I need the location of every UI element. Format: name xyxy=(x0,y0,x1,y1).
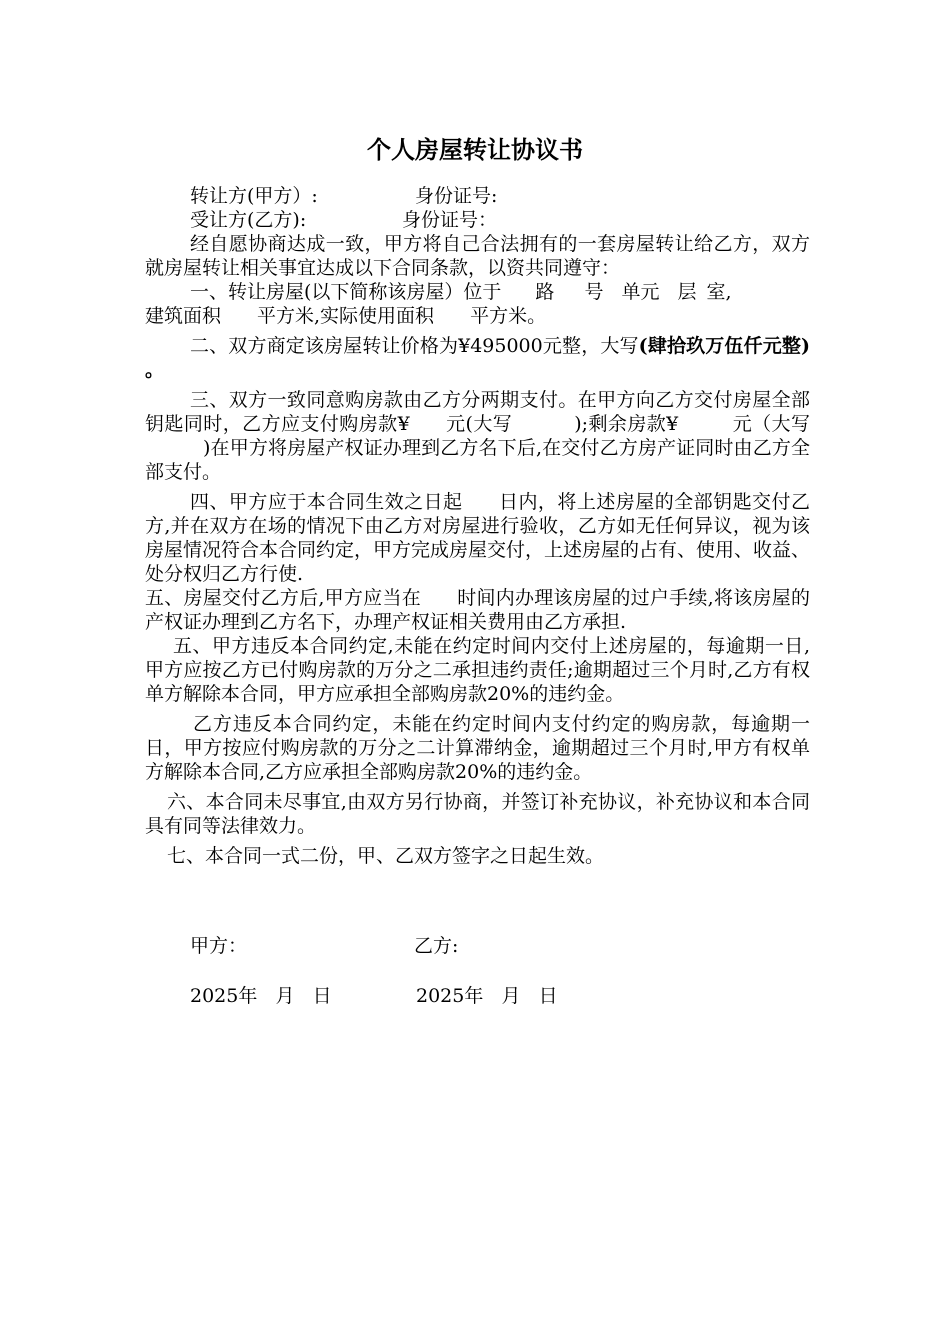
clause-2-price: 二、双方商定该房屋转让价格为¥495000元整，大写 xyxy=(190,335,639,357)
transferee-id-label: 身份证号： xyxy=(402,209,498,231)
transferee-line xyxy=(145,208,810,232)
clause-6: 六、本合同未尽事宜,由双方另行协商，并签订补充协议，补充协议和本合同具有同等法律效力。 xyxy=(145,791,810,837)
clause-5-transfer: 五、房屋交付乙方后,甲方应当在 时间内办理该房屋的过户手续,将该房屋的产权证办理到乙方名下，办理产权证相关费用由乙方承担. xyxy=(145,587,811,633)
clause-5-seller-breach: 五、甲方违反本合同约定,未能在约定时间内交付上述房屋的，每逾期一日,甲方应按乙方已付购房款的万分之二承担违约责任;逾期超过三个月时,乙方有权单方解除本合同，甲方应承担全部购房款20%的违约金。 xyxy=(145,635,810,705)
party-a-date: 2025年 月 日 xyxy=(190,985,332,1007)
party-b-date: 2025年 月 日 xyxy=(416,985,558,1007)
clause-4: 四、甲方应于本合同生效之日起 日内，将上述房屋的全部钥匙交付乙方,并在双方在场的情况下由乙方对房屋进行验收，乙方如无任何异议，视为该房屋情况符合本合同约定，甲方完成房屋交付，上述房屋的占有、使用、收益、处分权归乙方行使. xyxy=(145,491,811,585)
transferor-id-label: 身份证号: xyxy=(415,185,498,207)
transferee-label: 受让方(乙方): xyxy=(190,209,307,231)
clause-1-location: 一、转让房屋(以下简称该房屋）位于 xyxy=(190,281,502,303)
clause-2 xyxy=(145,334,810,382)
clause-5-buyer-breach: 乙方违反本合同约定，未能在约定时间内支付约定的购房款，每逾期一日，甲方按应付购房款的万分之二计算滞纳金，逾期超过三个月时,甲方有权单方解除本合同,乙方应承担全部购房款20%的违约金。 xyxy=(145,713,810,783)
transferor-label: 转让方(甲方）: xyxy=(190,185,318,207)
clause-1-area: 建筑面积 xyxy=(145,305,222,327)
clause-7: 七、本合同一式二份，甲、乙双方签字之日起生效。 xyxy=(167,845,605,867)
contract-body xyxy=(145,184,810,868)
party-b-signature-label: 乙方: xyxy=(414,935,459,957)
document-title: 个人房屋转让协议书 xyxy=(367,135,583,164)
clause-3: 三、双方一致同意购房款由乙方分两期支付。在甲方向乙方交付房屋全部钥匙同时，乙方应支付购房款¥ 元(大写 );剩余房款¥ 元（大写)在甲方将房屋产权证办理到乙方名下后,在交付乙方房产证同时由乙方全部支付。 xyxy=(145,389,810,483)
preamble: 经自愿协商达成一致，甲方将自己合法拥有的一套房屋转让给乙方，双方就房屋转让相关事宜达成以下合同条款，以资共同遵守： xyxy=(145,233,810,279)
transferor-line xyxy=(145,184,810,208)
clause-1: 一、转让房屋(以下简称该房屋）位于 路 号 单元 层 室, 建筑面积 平方米,实际使用面积 平方米。 xyxy=(145,281,732,327)
clause-2-price-words: (肆拾玖万伍仟元整) 。 xyxy=(145,335,810,381)
party-a-signature-label: 甲方： xyxy=(190,935,248,957)
